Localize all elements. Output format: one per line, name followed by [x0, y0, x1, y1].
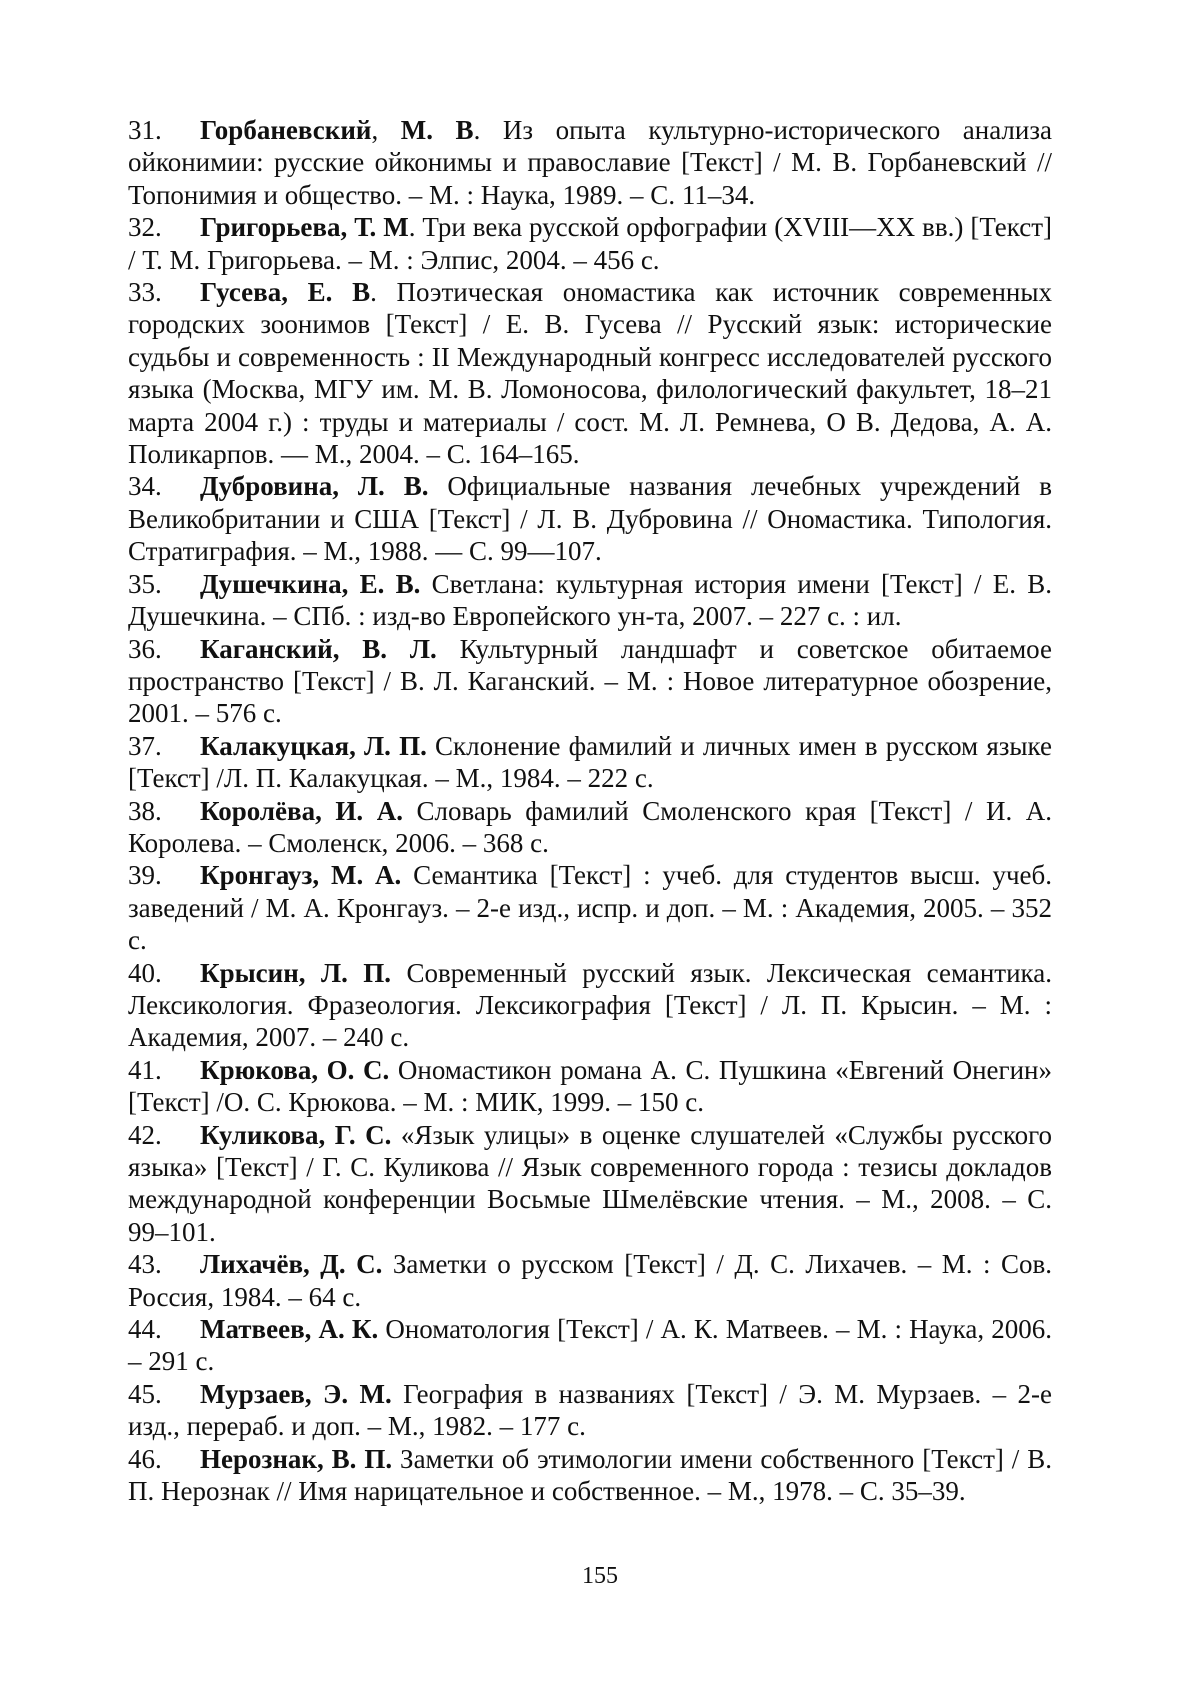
bibliography-entry — [128, 1119, 1052, 1249]
entry-number: 44. — [128, 1314, 162, 1345]
bibliography-entry — [128, 470, 1052, 567]
entry-citation: Склонение фамилий и личных имен в русском языке [Текст] /Л. П. Калакуцкая. – М., 1984. – 222 с. — [128, 730, 1052, 794]
page-number: 155 — [582, 1563, 618, 1589]
entry-author: Григорьева, Т. М — [200, 212, 409, 243]
bibliography-entry — [128, 1378, 1052, 1443]
entry-author: Королёва, И. А. — [200, 795, 403, 826]
bibliography-entry — [128, 1248, 1052, 1313]
entry-number: 46. — [128, 1443, 162, 1474]
entry-author: Горбаневский — [200, 115, 372, 145]
entry-citation: «Язык улицы» в оценке слушателей «Службы русского языка» [Текст] / Г. С. Куликова // Язык современного города : тезисы докладов международной конференции Восьмые Шмелёвские чтения. – М., 2008. – С. 99–101. — [128, 1119, 1052, 1247]
entry-author: Нерознак, В. П. — [200, 1443, 393, 1474]
bibliography-entry — [128, 276, 1052, 470]
entry-author: Крюкова, О. С. — [200, 1054, 390, 1085]
entry-author: Лихачёв, Д. С. — [200, 1249, 383, 1280]
entry-citation: Заметки о русском [Текст] / Д. С. Лихачев. – М. : Сов. Россия, 1984. – 64 с. — [128, 1249, 1052, 1312]
entry-author: Гусева, Е. В — [200, 277, 371, 308]
entry-citation: Словарь фамилий Смоленского края [Текст] / И. А. Королева. – Смоленск, 2006. – 368 с. — [128, 795, 1052, 858]
bibliography-entry — [128, 1443, 1052, 1508]
entry-number: 33. — [128, 277, 162, 308]
entry-citation: Семантика [Текст] : учеб. для студентов высш. учеб. заведений / М. А. Кронгауз. – 2-е изд., испр. и доп. – М. : Академия, 2005. – 352 с. — [128, 860, 1053, 956]
entry-citation: Культурный ландшафт и советское обитаемое пространство [Текст] / В. Л. Каганский. – М. : Новое литературное обозрение, 2001. – 576 с. — [128, 633, 1052, 729]
entry-author: Душечкина, Е. В. — [200, 568, 421, 599]
entry-citation: Официальные названия лечебных учреждений в Великобритании и США [Текст] / Л. В. Дубровина // Ономастика. Типология. Стратиграфия. – М., 1988. — С. 99—107. — [128, 471, 1052, 567]
entry-author: Калакуцкая, Л. П. — [200, 730, 427, 761]
bibliography-entry — [128, 730, 1052, 795]
entry-author: Крысин, Л. П. — [200, 957, 392, 988]
entry-number: 31. — [128, 115, 162, 145]
entry-number: 40. — [128, 957, 162, 988]
bibliography-entry — [128, 859, 1052, 956]
entry-author: Дубровина, Л. В. — [200, 471, 429, 502]
entry-author-separator: , — [371, 115, 401, 145]
entry-number: 32. — [128, 212, 162, 243]
bibliography-entry — [128, 1313, 1052, 1378]
entry-citation: . Три века русской орфографии (XVIII—XX вв.) [Текст] / Т. М. Григорьева. – М. : Элпис, 2004. – 456 с. — [128, 212, 1052, 275]
entry-citation: Ономатология [Текст] / А. К. Матвеев. – М. : Наука, 2006. – 291 с. — [128, 1314, 1052, 1377]
entry-author: Кронгауз, М. А. — [200, 860, 402, 891]
entry-citation: Современный русский язык. Лексическая семантика. Лексикология. Фразеология. Лексикография [Текст] / Л. П. Крысин. – М. : Академия, 2007. – 240 с. — [128, 957, 1052, 1053]
bibliography-entry — [128, 211, 1052, 276]
bibliography-entry — [128, 795, 1052, 860]
bibliography-list — [128, 114, 1052, 1507]
entry-number: 34. — [128, 471, 162, 502]
entry-citation: . Поэтическая ономастика как источник современных городских зоонимов [Текст] / Е. В. Гусева // Русский язык: исторические судьбы и современность : II Международный конгресс исследователей русского языка (Москва, МГУ им. М. В. Ломоносова, филологический факультет, 18–21 марта 2004 г.) : труды и материалы / сост. М. Л. Ремнева, О В. Дедова, А. А. Поликарпов. — М., 2004. – С. 164–165. — [128, 277, 1052, 470]
entry-citation: . Из опыта культурно-исторического анализа ойконимии: русские ойконимы и православие [Текст] / М. В. Горбаневский // Топонимия и общество. – М. : Наука, 1989. – С. 11–34. — [128, 115, 1053, 210]
entry-author: Матвеев, А. К. — [200, 1314, 379, 1345]
entry-number: 41. — [128, 1054, 162, 1085]
entry-author: Каганский, В. Л. — [200, 633, 437, 664]
entry-author: Мурзаев, Э. М. — [200, 1378, 392, 1409]
entry-citation: Светлана: культурная история имени [Текст] / Е. В. Душечкина. – СПб. : изд-во Европейского ун-та, 2007. – 227 с. : ил. — [128, 568, 1052, 632]
bibliography-entry — [128, 568, 1052, 633]
bibliography-entry — [128, 957, 1052, 1054]
entry-number: 43. — [128, 1249, 162, 1280]
entry-citation: География в названиях [Текст] / Э. М. Мурзаев. – 2-е изд., перераб. и доп. – М., 1982. – 177 с. — [128, 1378, 1052, 1442]
entry-citation: Заметки об этимологии имени собственного [Текст] / В. П. Нерознак // Имя нарицательное и собственное. – М., 1978. – С. 35–39. — [128, 1443, 1052, 1507]
bibliography-entry — [128, 1054, 1052, 1119]
entry-number: 37. — [128, 730, 162, 761]
bibliography-entry — [128, 633, 1052, 730]
entry-author: Куликова, Г. С. — [200, 1119, 392, 1150]
entry-number: 39. — [128, 860, 162, 891]
bibliography-entry — [128, 114, 1052, 211]
entry-number: 35. — [128, 568, 162, 599]
entry-number: 45. — [128, 1378, 162, 1409]
entry-author-initials: М. В — [400, 115, 474, 145]
entry-number: 36. — [128, 633, 162, 664]
entry-number: 38. — [128, 795, 162, 826]
entry-citation: Ономастикон романа А. С. Пушкина «Евгений Онегин» [Текст] /О. С. Крюкова. – М. : МИК, 1999. – 150 с. — [128, 1054, 1052, 1118]
entry-number: 42. — [128, 1119, 162, 1150]
